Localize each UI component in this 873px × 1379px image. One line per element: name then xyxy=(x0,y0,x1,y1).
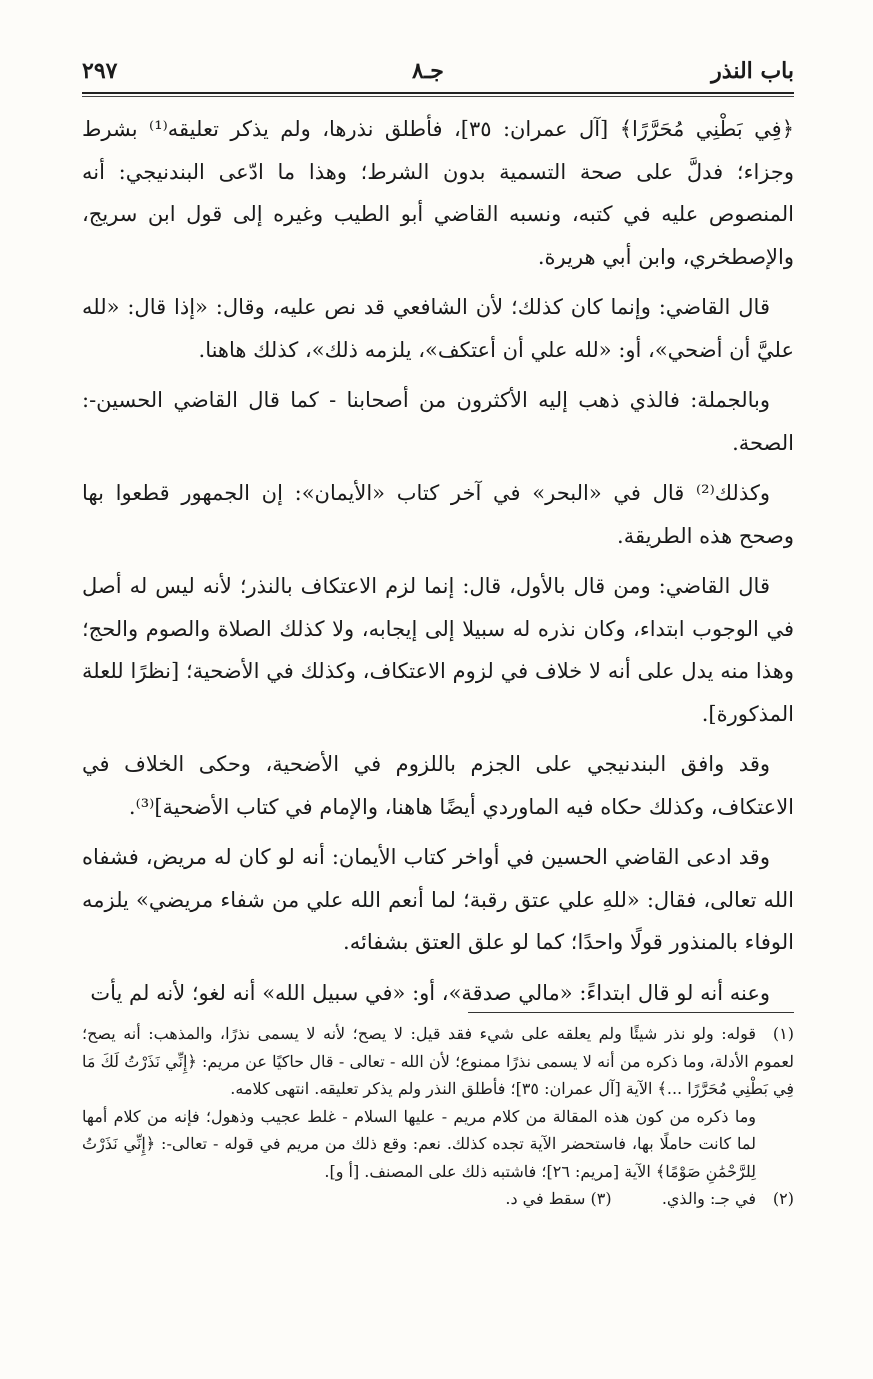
paragraph: وعنه أنه لو قال ابتداءً: «مالي صدقة»، أو: «في سبيل الله» أنه لغو؛ لأنه لم يأت xyxy=(90,980,770,1005)
footnote-text: سقط في د. xyxy=(505,1189,586,1208)
footnote-1 xyxy=(82,1020,794,1103)
volume-number: جـ٨ xyxy=(412,58,444,84)
paragraph: وقد ادعى القاضي الحسين في أواخر كتاب الأيمان: أنه لو كان له مريض، فشفاه الله تعالى، فقال: «للهِ علي عتق رقبة؛ لما أنعم الله علي من شفاء مريضي» يلزمه الوفاء بالمنذور قولًا واحدًا؛ كما لو علق العتق بشفائه. xyxy=(82,845,794,954)
footnote-number: (٣) xyxy=(590,1189,612,1208)
paragraph: قال القاضي: وإنما كان كذلك؛ لأن الشافعي قد نص عليه، وقال: «إذا قال: «لله عليَّ أن أضحي»، أو: «لله علي أن أعتكف»، يلزمه ذلك»، كذلك هاهنا. xyxy=(82,295,794,362)
footnote-number: (٢) xyxy=(772,1189,794,1208)
footnote-rule xyxy=(468,1012,794,1013)
header-rule xyxy=(82,92,794,94)
footnote-text: في جـ: والذي. xyxy=(661,1189,756,1208)
running-header xyxy=(82,58,794,92)
header-rule-thin xyxy=(82,96,794,97)
main-text xyxy=(82,108,794,1022)
paragraph: قال القاضي: ومن قال بالأول، قال: إنما لزم الاعتكاف بالنذر؛ لأنه ليس له أصل في الوجوب ابتداء، وكان نذره له سبيلا إلى إيجابه، ولا كذلك الصلاة والصوم والحج؛ وهذا منه يدل على أنه لا خلاف في لزوم الاعتكاف، وكذلك في الأضحية؛ [نظرًا للعلة المذكورة]. xyxy=(82,574,794,726)
page-number: ٢٩٧ xyxy=(82,58,118,84)
paragraph: وكذلك⁽²⁾ قال في «البحر» في آخر كتاب «الأيمان»: إن الجمهور قطعوا بها وصحح هذه الطريقة. xyxy=(82,481,794,548)
chapter-title: باب النذر xyxy=(711,58,794,84)
footnote-2-3 xyxy=(82,1185,794,1213)
paragraph: وقد وافق البندنيجي على الجزم باللزوم في الأضحية، وحكى الخلاف في الاعتكاف، وكذلك حكاه فيه الماوردي أيضًا هاهنا، والإمام في كتاب الأضحية]⁽³⁾. xyxy=(82,752,794,819)
paragraph: ﴿فِي بَطْنِي مُحَرَّرًا﴾ [آل عمران: ٣٥]، فأطلق نذرها، ولم يذكر تعليقه⁽¹⁾ بشرط وجزاء؛ فدلَّ على صحة التسمية بدون الشرط؛ وهذا ما ادّعى البندنيجي: أنه المنصوص عليه في كتبه، ونسبه القاضي أبو الطيب وغيره إلى قول ابن سريج، والإصطخري، وابن أبي هريرة. xyxy=(82,117,795,269)
footnotes xyxy=(82,1020,794,1213)
footnote-1-continued: وما ذكره من كون هذه المقالة من كلام مريم - عليها السلام - غلط عجيب وذهول؛ فإنه من كلام أمها لما كانت حاملًا بها، فاستحضر الآية تجده كذلك. نعم: وقع ذلك من مريم في قوله - تعالى-: ﴿إِنِّي نَذَرْتُ لِلرَّحْمَٰنِ صَوْمًا﴾ الآية [مريم: ٢٦]؛ فاشتبه ذلك على المصنف. [أ و]. xyxy=(82,1106,756,1181)
paragraph: وبالجملة: فالذي ذهب إليه الأكثرون من أصحابنا - كما قال القاضي الحسين-: الصحة. xyxy=(82,388,794,455)
footnote-number: (١) xyxy=(772,1024,794,1043)
footnote-text: قوله: ولو نذر شيئًا ولم يعلقه على شيء فقد قيل: لا يصح؛ لأنه لا يسمى نذرًا، والمذهب: أنه يصح؛ لعموم الأدلة، وما ذكره من أنه لا يسمى نذرًا ممنوع؛ لأن الله - تعالى - قال حاكيًا عن مريم: ﴿إِنِّي نَذَرْتُ لَكَ مَا فِي بَطْنِي مُحَرَّرًا ...﴾ الآية [آل عمران: ٣٥]؛ فأطلق النذر ولم يذكر تعليقه. انتهى كلامه. xyxy=(82,1024,794,1098)
